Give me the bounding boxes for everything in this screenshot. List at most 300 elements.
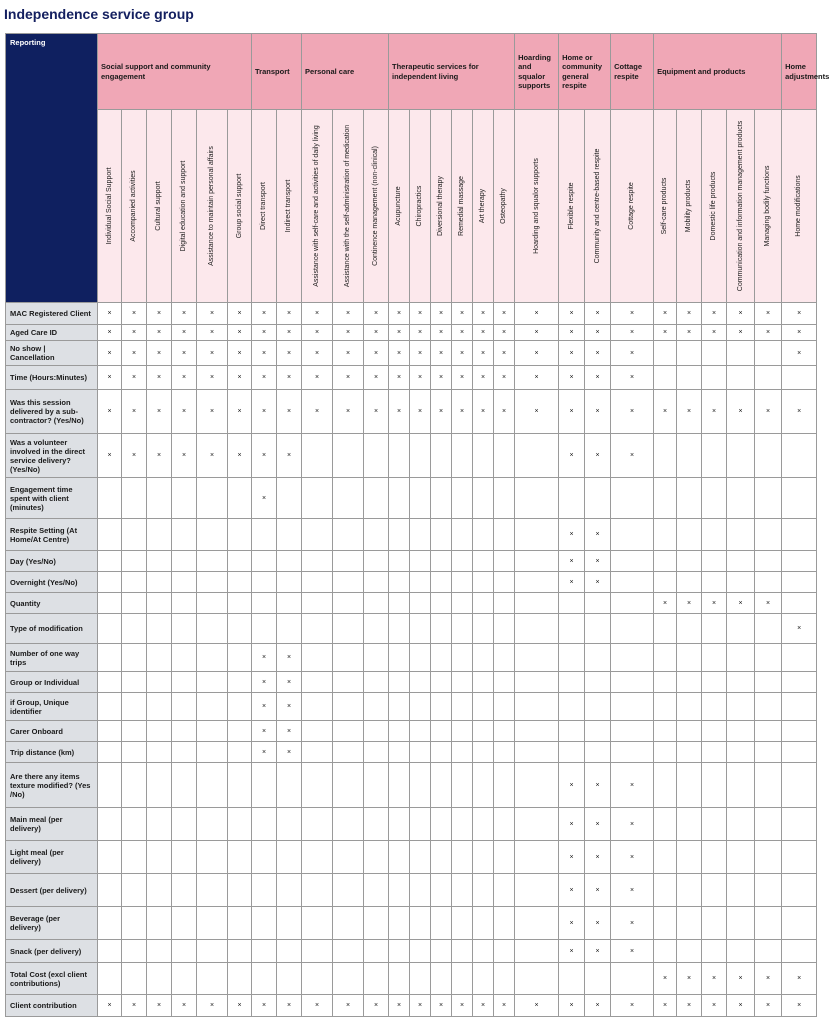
empty-cell xyxy=(228,614,252,644)
service-group-header: Home or community general respite xyxy=(559,34,611,110)
empty-cell xyxy=(252,940,277,963)
empty-cell xyxy=(302,963,333,995)
empty-cell xyxy=(611,963,654,995)
row-label: Respite Setting (At Home/At Centre) xyxy=(6,519,98,551)
empty-cell xyxy=(302,593,333,614)
empty-cell xyxy=(197,644,228,672)
row-label: Snack (per delivery) xyxy=(6,940,98,963)
empty-cell xyxy=(755,519,782,551)
check-mark: × xyxy=(611,763,654,808)
empty-cell xyxy=(677,478,702,519)
table-row xyxy=(6,572,817,593)
empty-cell xyxy=(252,841,277,874)
empty-cell xyxy=(702,672,727,693)
check-mark: × xyxy=(431,366,452,390)
empty-cell xyxy=(654,808,677,841)
check-mark: × xyxy=(252,366,277,390)
empty-cell xyxy=(410,940,431,963)
check-mark: × xyxy=(611,303,654,325)
empty-cell xyxy=(333,644,364,672)
check-mark: × xyxy=(611,808,654,841)
check-mark: × xyxy=(473,303,494,325)
check-mark: × xyxy=(559,940,585,963)
service-group-header: Social support and community engagement xyxy=(98,34,252,110)
check-mark: × xyxy=(122,341,147,366)
check-mark: × xyxy=(727,390,755,434)
empty-cell xyxy=(172,721,197,742)
empty-cell xyxy=(585,593,611,614)
service-column-header xyxy=(654,110,677,303)
check-mark: × xyxy=(585,434,611,478)
service-group-header: Cottage respite xyxy=(611,34,654,110)
empty-cell xyxy=(147,763,172,808)
service-label: Accompanied activities xyxy=(130,170,138,242)
empty-cell xyxy=(702,693,727,721)
empty-cell xyxy=(677,434,702,478)
empty-cell xyxy=(228,874,252,907)
empty-cell xyxy=(147,940,172,963)
empty-cell xyxy=(755,614,782,644)
empty-cell xyxy=(172,841,197,874)
row-label: Day (Yes/No) xyxy=(6,551,98,572)
check-mark: × xyxy=(147,995,172,1017)
service-label: Assistance to maintain personal affairs xyxy=(208,146,216,266)
empty-cell xyxy=(782,907,817,940)
empty-cell xyxy=(277,907,302,940)
empty-cell xyxy=(654,478,677,519)
empty-cell xyxy=(252,808,277,841)
empty-cell xyxy=(452,478,473,519)
service-label: Mobility products xyxy=(685,179,693,233)
check-mark: × xyxy=(147,434,172,478)
row-label: Quantity xyxy=(6,593,98,614)
empty-cell xyxy=(389,572,410,593)
empty-cell xyxy=(122,874,147,907)
empty-cell xyxy=(494,963,515,995)
empty-cell xyxy=(333,742,364,763)
check-mark: × xyxy=(172,366,197,390)
empty-cell xyxy=(302,672,333,693)
service-column-header xyxy=(473,110,494,303)
empty-cell xyxy=(585,963,611,995)
empty-cell xyxy=(494,434,515,478)
empty-cell xyxy=(473,907,494,940)
row-label: Number of one way trips xyxy=(6,644,98,672)
row-label: MAC Registered Client xyxy=(6,303,98,325)
empty-cell xyxy=(122,721,147,742)
check-mark: × xyxy=(782,614,817,644)
empty-cell xyxy=(515,478,559,519)
empty-cell xyxy=(727,721,755,742)
check-mark: × xyxy=(654,995,677,1017)
empty-cell xyxy=(755,742,782,763)
check-mark: × xyxy=(677,325,702,341)
check-mark: × xyxy=(702,390,727,434)
empty-cell xyxy=(611,672,654,693)
empty-cell xyxy=(782,593,817,614)
table-row xyxy=(6,995,817,1017)
check-mark: × xyxy=(473,341,494,366)
check-mark: × xyxy=(559,325,585,341)
empty-cell xyxy=(431,874,452,907)
empty-cell xyxy=(494,614,515,644)
empty-cell xyxy=(333,963,364,995)
row-label: Total Cost (excl client contributions) xyxy=(6,963,98,995)
check-mark: × xyxy=(122,390,147,434)
check-mark: × xyxy=(252,341,277,366)
empty-cell xyxy=(611,551,654,572)
empty-cell xyxy=(172,644,197,672)
empty-cell xyxy=(494,808,515,841)
check-mark: × xyxy=(654,325,677,341)
check-mark: × xyxy=(515,995,559,1017)
check-mark: × xyxy=(197,303,228,325)
empty-cell xyxy=(473,672,494,693)
empty-cell xyxy=(147,963,172,995)
check-mark: × xyxy=(410,366,431,390)
empty-cell xyxy=(197,907,228,940)
empty-cell xyxy=(172,551,197,572)
empty-cell xyxy=(431,478,452,519)
check-mark: × xyxy=(277,721,302,742)
row-label: Group or Individual xyxy=(6,672,98,693)
empty-cell xyxy=(727,907,755,940)
check-mark: × xyxy=(755,995,782,1017)
check-mark: × xyxy=(611,366,654,390)
empty-cell xyxy=(252,874,277,907)
service-label: Communication and information management products xyxy=(736,120,744,292)
empty-cell xyxy=(473,478,494,519)
check-mark: × xyxy=(228,390,252,434)
service-label: Group social support xyxy=(235,173,243,239)
empty-cell xyxy=(302,644,333,672)
empty-cell xyxy=(98,808,122,841)
empty-cell xyxy=(677,742,702,763)
empty-cell xyxy=(611,593,654,614)
empty-cell xyxy=(333,434,364,478)
empty-cell xyxy=(172,478,197,519)
empty-cell xyxy=(515,572,559,593)
empty-cell xyxy=(452,434,473,478)
empty-cell xyxy=(302,519,333,551)
row-label: No show | Cancellation xyxy=(6,341,98,366)
empty-cell xyxy=(654,519,677,551)
empty-cell xyxy=(364,434,389,478)
empty-cell xyxy=(473,693,494,721)
empty-cell xyxy=(755,874,782,907)
empty-cell xyxy=(431,742,452,763)
empty-cell xyxy=(611,614,654,644)
service-label: Osteopathy xyxy=(500,188,508,224)
empty-cell xyxy=(585,672,611,693)
empty-cell xyxy=(98,644,122,672)
empty-cell xyxy=(727,874,755,907)
empty-cell xyxy=(389,841,410,874)
table-row xyxy=(6,366,817,390)
empty-cell xyxy=(172,940,197,963)
check-mark: × xyxy=(611,325,654,341)
empty-cell xyxy=(702,940,727,963)
empty-cell xyxy=(98,963,122,995)
table-row xyxy=(6,693,817,721)
empty-cell xyxy=(389,940,410,963)
check-mark: × xyxy=(585,841,611,874)
empty-cell xyxy=(559,963,585,995)
empty-cell xyxy=(364,593,389,614)
check-mark: × xyxy=(585,366,611,390)
check-mark: × xyxy=(452,325,473,341)
empty-cell xyxy=(333,841,364,874)
empty-cell xyxy=(197,742,228,763)
service-label: Acupuncture xyxy=(395,186,403,226)
table-row xyxy=(6,614,817,644)
empty-cell xyxy=(755,693,782,721)
check-mark: × xyxy=(172,325,197,341)
check-mark: × xyxy=(431,303,452,325)
empty-cell xyxy=(654,551,677,572)
empty-cell xyxy=(172,672,197,693)
check-mark: × xyxy=(277,742,302,763)
check-mark: × xyxy=(302,366,333,390)
empty-cell xyxy=(147,551,172,572)
empty-cell xyxy=(147,693,172,721)
service-column-header xyxy=(172,110,197,303)
check-mark: × xyxy=(228,303,252,325)
check-mark: × xyxy=(197,325,228,341)
empty-cell xyxy=(147,808,172,841)
empty-cell xyxy=(494,907,515,940)
empty-cell xyxy=(452,644,473,672)
empty-cell xyxy=(677,572,702,593)
empty-cell xyxy=(585,614,611,644)
check-mark: × xyxy=(585,390,611,434)
service-label: Digital education and support xyxy=(180,160,188,252)
empty-cell xyxy=(410,644,431,672)
service-column-header xyxy=(277,110,302,303)
check-mark: × xyxy=(702,303,727,325)
empty-cell xyxy=(252,551,277,572)
service-label: Continence management (non-clinical) xyxy=(372,146,380,266)
empty-cell xyxy=(494,551,515,572)
table-row xyxy=(6,390,817,434)
empty-cell xyxy=(389,551,410,572)
check-mark: × xyxy=(727,593,755,614)
service-label: Indirect transport xyxy=(285,179,293,233)
check-mark: × xyxy=(197,995,228,1017)
check-mark: × xyxy=(389,366,410,390)
table-row xyxy=(6,940,817,963)
empty-cell xyxy=(364,742,389,763)
empty-cell xyxy=(333,551,364,572)
empty-cell xyxy=(585,742,611,763)
empty-cell xyxy=(147,874,172,907)
empty-cell xyxy=(197,593,228,614)
empty-cell xyxy=(147,478,172,519)
empty-cell xyxy=(494,693,515,721)
row-label: Beverage (per delivery) xyxy=(6,907,98,940)
empty-cell xyxy=(333,593,364,614)
check-mark: × xyxy=(252,390,277,434)
empty-cell xyxy=(515,940,559,963)
check-mark: × xyxy=(333,995,364,1017)
check-mark: × xyxy=(585,874,611,907)
check-mark: × xyxy=(654,390,677,434)
empty-cell xyxy=(302,940,333,963)
empty-cell xyxy=(702,614,727,644)
empty-cell xyxy=(410,808,431,841)
empty-cell xyxy=(277,478,302,519)
check-mark: × xyxy=(611,841,654,874)
table-row xyxy=(6,672,817,693)
check-mark: × xyxy=(452,341,473,366)
check-mark: × xyxy=(147,303,172,325)
empty-cell xyxy=(677,907,702,940)
empty-cell xyxy=(197,519,228,551)
empty-cell xyxy=(147,593,172,614)
empty-cell xyxy=(473,572,494,593)
check-mark: × xyxy=(452,390,473,434)
empty-cell xyxy=(782,940,817,963)
empty-cell xyxy=(277,551,302,572)
empty-cell xyxy=(559,672,585,693)
row-label: Engagement time spent with client (minutes) xyxy=(6,478,98,519)
empty-cell xyxy=(473,593,494,614)
empty-cell xyxy=(197,572,228,593)
empty-cell xyxy=(364,841,389,874)
empty-cell xyxy=(452,874,473,907)
service-column-header xyxy=(431,110,452,303)
check-mark: × xyxy=(611,341,654,366)
check-mark: × xyxy=(98,366,122,390)
empty-cell xyxy=(473,519,494,551)
table-row xyxy=(6,841,817,874)
check-mark: × xyxy=(585,325,611,341)
check-mark: × xyxy=(585,940,611,963)
empty-cell xyxy=(364,963,389,995)
empty-cell xyxy=(559,593,585,614)
empty-cell xyxy=(228,693,252,721)
empty-cell xyxy=(410,721,431,742)
empty-cell xyxy=(782,551,817,572)
service-column-header xyxy=(252,110,277,303)
empty-cell xyxy=(431,434,452,478)
check-mark: × xyxy=(302,325,333,341)
empty-cell xyxy=(654,672,677,693)
empty-cell xyxy=(122,907,147,940)
empty-cell xyxy=(515,551,559,572)
check-mark: × xyxy=(515,390,559,434)
empty-cell xyxy=(364,519,389,551)
empty-cell xyxy=(147,644,172,672)
empty-cell xyxy=(727,644,755,672)
empty-cell xyxy=(410,742,431,763)
empty-cell xyxy=(172,963,197,995)
empty-cell xyxy=(452,593,473,614)
empty-cell xyxy=(677,614,702,644)
check-mark: × xyxy=(611,907,654,940)
check-mark: × xyxy=(228,341,252,366)
empty-cell xyxy=(755,434,782,478)
empty-cell xyxy=(431,963,452,995)
check-mark: × xyxy=(252,644,277,672)
service-header-row xyxy=(6,110,817,303)
service-column-header xyxy=(364,110,389,303)
empty-cell xyxy=(755,366,782,390)
empty-cell xyxy=(389,478,410,519)
check-mark: × xyxy=(122,995,147,1017)
check-mark: × xyxy=(172,434,197,478)
empty-cell xyxy=(702,808,727,841)
check-mark: × xyxy=(252,303,277,325)
check-mark: × xyxy=(473,995,494,1017)
empty-cell xyxy=(702,907,727,940)
table-row xyxy=(6,721,817,742)
check-mark: × xyxy=(654,963,677,995)
check-mark: × xyxy=(364,325,389,341)
check-mark: × xyxy=(333,303,364,325)
check-mark: × xyxy=(559,519,585,551)
empty-cell xyxy=(228,593,252,614)
table-row xyxy=(6,593,817,614)
empty-cell xyxy=(333,519,364,551)
empty-cell xyxy=(302,742,333,763)
empty-cell xyxy=(389,519,410,551)
empty-cell xyxy=(702,434,727,478)
check-mark: × xyxy=(702,963,727,995)
empty-cell xyxy=(654,742,677,763)
check-mark: × xyxy=(755,390,782,434)
empty-cell xyxy=(677,341,702,366)
check-mark: × xyxy=(559,366,585,390)
empty-cell xyxy=(410,963,431,995)
check-mark: × xyxy=(389,303,410,325)
service-group-header: Therapeutic services for independent living xyxy=(389,34,515,110)
check-mark: × xyxy=(559,907,585,940)
page-title: Independence service group xyxy=(4,6,194,22)
empty-cell xyxy=(702,841,727,874)
check-mark: × xyxy=(364,390,389,434)
empty-cell xyxy=(585,721,611,742)
empty-cell xyxy=(333,721,364,742)
check-mark: × xyxy=(782,303,817,325)
empty-cell xyxy=(702,341,727,366)
empty-cell xyxy=(410,478,431,519)
empty-cell xyxy=(727,341,755,366)
empty-cell xyxy=(122,644,147,672)
empty-cell xyxy=(654,366,677,390)
check-mark: × xyxy=(494,341,515,366)
empty-cell xyxy=(452,572,473,593)
empty-cell xyxy=(452,721,473,742)
check-mark: × xyxy=(515,325,559,341)
check-mark: × xyxy=(98,303,122,325)
check-mark: × xyxy=(197,366,228,390)
check-mark: × xyxy=(172,995,197,1017)
empty-cell xyxy=(197,478,228,519)
check-mark: × xyxy=(727,303,755,325)
empty-cell xyxy=(611,693,654,721)
empty-cell xyxy=(515,644,559,672)
check-mark: × xyxy=(228,434,252,478)
table-row xyxy=(6,808,817,841)
empty-cell xyxy=(333,907,364,940)
check-mark: × xyxy=(333,390,364,434)
empty-cell xyxy=(302,572,333,593)
check-mark: × xyxy=(252,434,277,478)
empty-cell xyxy=(755,341,782,366)
empty-cell xyxy=(431,763,452,808)
empty-cell xyxy=(364,763,389,808)
